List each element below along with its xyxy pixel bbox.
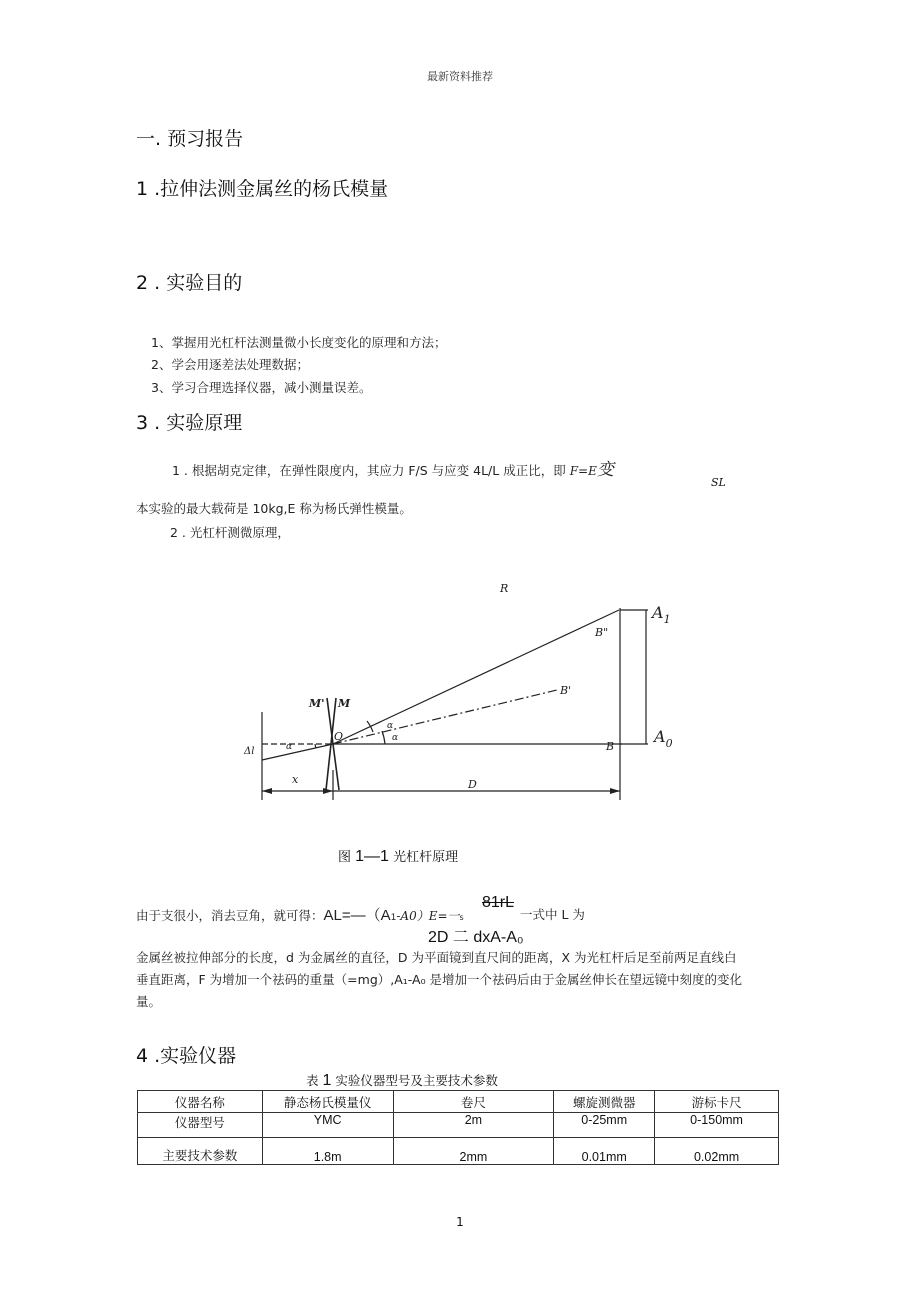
table-cell: 仪器型号: [138, 1113, 263, 1138]
caption-pre: 图: [338, 850, 352, 865]
table-header-cell: 游标卡尺: [655, 1091, 779, 1113]
table-header-row: [138, 1091, 779, 1113]
table-header-cell: 仪器名称: [138, 1091, 263, 1113]
derivation-tail: 一式中 L 为: [520, 907, 585, 922]
ray-o-a1: [333, 610, 619, 744]
page-number: 1: [456, 1215, 464, 1229]
derivation-a-sub: 1: [390, 913, 397, 923]
purpose-item: 2、学会用逐差法处理数据；: [151, 357, 309, 372]
load-text: 本实验的最大载荷是 10kg,E 称为杨氏弹性模量。: [136, 501, 412, 516]
label-alpha-1: α: [387, 721, 394, 731]
table-caption: [306, 1071, 498, 1090]
incoming-ray: [262, 744, 333, 760]
principle-1-text: 1 . 根据胡克定律，在弹性限度内，其应力 F/S 与应变 4L/L 成正比，即: [172, 463, 566, 478]
purpose-item: 1、掌握用光杠杆法测量微小长度变化的原理和方法；: [151, 335, 447, 350]
derivation-paren: （A: [365, 907, 391, 924]
label-dl: Δl: [244, 746, 255, 757]
label-m1: M': [309, 697, 325, 710]
arrow-mid: [323, 788, 333, 794]
table-cell: 0.02mm: [655, 1138, 779, 1165]
page-header: 最新资料推荐: [427, 70, 493, 83]
table-cell: YMC: [262, 1113, 393, 1138]
label-o: O: [334, 730, 344, 743]
explain-line: 垂直距离，F 为增加一个祛码的重量（=mg）,A₁-A₀ 是增加一个祛码后由于金属丝伸长在望远镜中刻度的变化: [136, 972, 743, 987]
table-cell: 主要技术参数: [138, 1138, 263, 1165]
instrument-table: [137, 1090, 779, 1165]
ray-o-b1: [333, 690, 557, 744]
figure-caption: [338, 846, 458, 866]
heading-4: 4 .实验仪器: [136, 1045, 237, 1067]
caption-num: 1—1: [355, 848, 389, 865]
label-b2: B": [595, 626, 609, 639]
angle-arc-1: [382, 731, 385, 744]
principle-1-formula-char: 变: [596, 460, 614, 480]
section-heading: 一. 预习报告: [136, 128, 244, 150]
table-cell: 0-25mm: [554, 1113, 655, 1138]
label-b: B: [606, 740, 615, 753]
label-r: R: [500, 582, 509, 595]
table-header-cell: 卷尺: [393, 1091, 554, 1113]
table-cell: 2m: [393, 1113, 554, 1138]
derivation-al: AL=—: [323, 907, 366, 924]
table-caption-pre: 表: [306, 1073, 319, 1088]
purpose-item: 3、学习合理选择仪器，减小测量误差。: [151, 380, 372, 395]
caption-post: 光杠杆原理: [393, 850, 459, 865]
angle-arc-3: [315, 744, 316, 748]
derivation-a-rest: -A0）E=一: [396, 909, 460, 923]
arrow-right: [610, 788, 620, 794]
label-d: D: [468, 778, 477, 791]
formula-subscript: SL: [711, 476, 726, 489]
table-cell: 0-150mm: [655, 1113, 779, 1138]
angle-arc-2: [367, 721, 373, 732]
arrow-left: [262, 788, 272, 794]
heading-1: 1 .拉伸法测金属丝的杨氏模量: [136, 178, 389, 200]
heading-3: 3 . 实验原理: [136, 412, 243, 434]
principle-1-formula: F=E: [569, 464, 597, 478]
derivation-pre: 由于支很小，消去豆角，就可得：: [136, 908, 324, 923]
table-cell: 2mm: [393, 1138, 554, 1165]
label-a0: $A_0$: [654, 727, 673, 750]
explain-line: 量。: [136, 994, 162, 1009]
derivation-small-s: s: [459, 913, 464, 922]
table-caption-post: 实验仪器型号及主要技术参数: [335, 1073, 498, 1088]
label-m: M: [338, 697, 351, 710]
table-cell: 1.8m: [262, 1138, 393, 1165]
label-alpha-2: α: [392, 733, 399, 743]
label-b1: B': [560, 684, 572, 697]
table-cell: 0.01mm: [554, 1138, 655, 1165]
explain-line: 金属丝被拉伸部分的长度，d 为金属丝的直径，D 为平面镜到直尺间的距离，X 为光杠杆后足至前两足直线白: [136, 950, 737, 965]
table-row: [138, 1113, 779, 1138]
table-row: [138, 1138, 779, 1165]
fraction-top: 81rL: [482, 894, 515, 911]
fraction-bottom: 2D 二 dxA-A₀: [428, 929, 524, 946]
label-a1: $A_1$: [652, 603, 671, 626]
table-caption-num: 1: [322, 1072, 332, 1089]
derivation-line: [136, 904, 464, 925]
table-header-cell: 螺旋测微器: [554, 1091, 655, 1113]
label-alpha-3: α: [286, 742, 293, 752]
principle-2: 2 . 光杠杆测微原理，: [170, 525, 290, 540]
label-x: x: [292, 773, 299, 786]
table-header-cell: 静态杨氏模量仪: [262, 1091, 393, 1113]
heading-2: 2 . 实验目的: [136, 272, 243, 294]
